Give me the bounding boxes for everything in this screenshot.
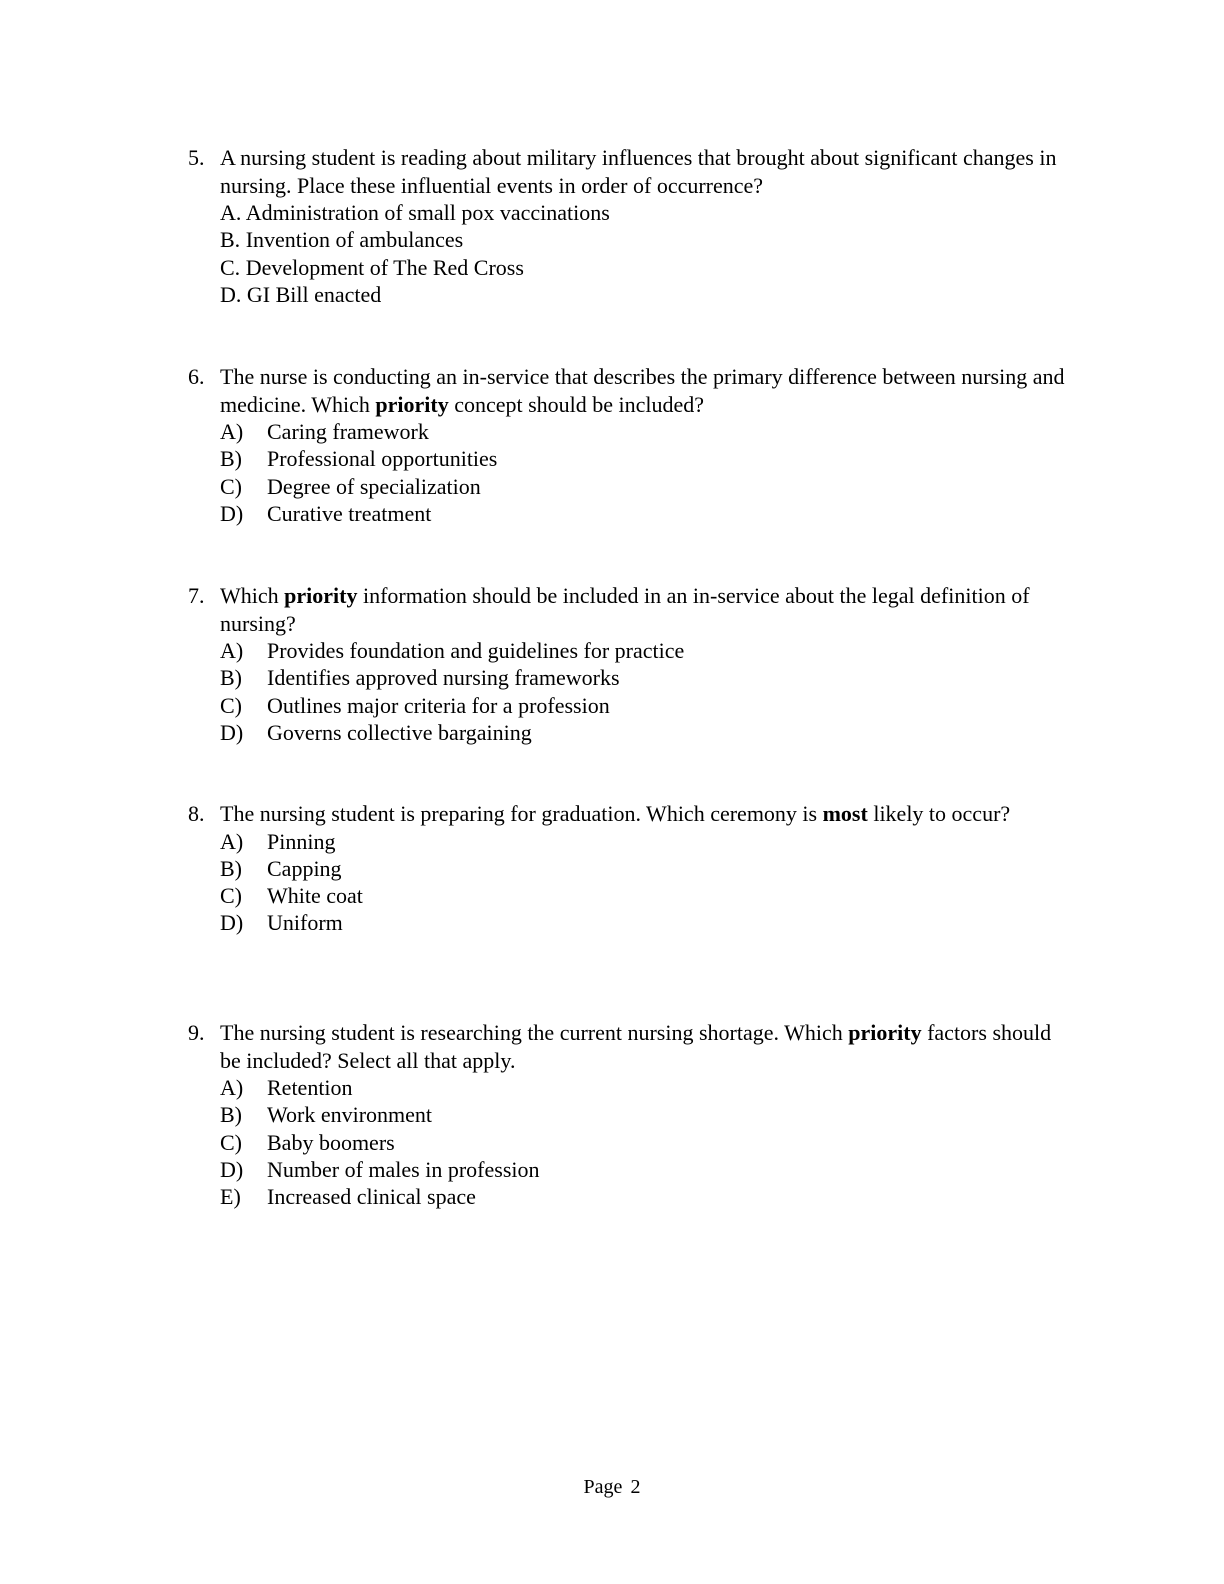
- option-text: Provides foundation and guidelines for practice: [267, 638, 685, 663]
- answer-option: [220, 1129, 1068, 1156]
- question-6: [188, 363, 1068, 527]
- answer-option: [220, 500, 1068, 527]
- question-stem: [220, 1019, 1068, 1074]
- option-letter: B): [220, 855, 242, 881]
- option-letter: C): [220, 1129, 242, 1155]
- option-text: Caring framework: [267, 419, 429, 444]
- question-stem: [220, 582, 1068, 637]
- page-label: Page: [583, 1476, 623, 1498]
- emphasis-word: most: [822, 801, 868, 826]
- question-5: [188, 144, 1068, 308]
- emphasis-word: priority: [284, 583, 358, 608]
- stem-text: Which: [220, 583, 285, 608]
- option-text: Invention of ambulances: [245, 227, 464, 253]
- answer-options: [220, 637, 1068, 746]
- answer-option: [220, 692, 1068, 719]
- stem-text: The nursing student is researching the current nursing shortage. Which: [220, 1020, 849, 1045]
- stem-text: The nursing student is preparing for graduation. Which ceremony is: [220, 801, 823, 826]
- question-7: [188, 582, 1068, 746]
- option-letter: D): [220, 500, 244, 526]
- stem-text: information should be included in an in-service about the legal definition of nursing?: [220, 583, 1030, 636]
- option-text: Administration of small pox vaccinations: [245, 200, 610, 225]
- option-text: Development of The Red Cross: [245, 254, 524, 280]
- option-text: Professional opportunities: [267, 446, 498, 472]
- stem-text: likely to occur?: [867, 801, 1011, 826]
- answer-option: [220, 1183, 1068, 1210]
- option-text: Uniform: [267, 910, 343, 936]
- stem-text: The nurse is conducting an in-service that describes the primary difference between nursing and medicine. Which: [220, 364, 1065, 417]
- stem-text: factors should be included? Select all that apply.: [220, 1020, 1052, 1073]
- answer-option: [220, 882, 1068, 909]
- option-text: Curative treatment: [267, 500, 432, 526]
- answer-option: [220, 664, 1068, 691]
- emphasis-word: priority: [848, 1020, 922, 1045]
- option-text: White coat: [267, 883, 363, 909]
- answer-options: [220, 418, 1068, 527]
- stem-text: concept should be included?: [448, 391, 705, 417]
- answer-option: [220, 855, 1068, 882]
- option-text: GI Bill enacted: [246, 281, 382, 307]
- option-letter: B.: [220, 227, 241, 253]
- option-letter: D): [220, 910, 244, 936]
- answer-option: [220, 445, 1068, 472]
- answer-option: [220, 637, 1068, 664]
- question-number: 6.: [188, 364, 205, 389]
- answer-option: [220, 1101, 1068, 1128]
- option-letter: D): [220, 719, 244, 745]
- answer-option: [220, 199, 1068, 226]
- option-text: Work environment: [267, 1102, 433, 1128]
- option-text: Retention: [267, 1075, 353, 1100]
- option-letter: A): [220, 638, 244, 663]
- answer-option: [220, 719, 1068, 746]
- answer-option: [220, 1074, 1068, 1101]
- option-letter: C): [220, 692, 242, 718]
- option-letter: C.: [220, 254, 241, 280]
- option-letter: D): [220, 1156, 244, 1182]
- option-text: Degree of specialization: [267, 473, 481, 499]
- page-number: 2: [630, 1476, 641, 1498]
- answer-options: [220, 828, 1068, 937]
- question-8: [188, 800, 1068, 937]
- answer-option: [220, 418, 1068, 445]
- option-text: Governs collective bargaining: [267, 719, 532, 745]
- option-text: Number of males in profession: [267, 1156, 540, 1182]
- option-letter: C): [220, 473, 242, 499]
- option-text: Pinning: [267, 828, 336, 854]
- option-letter: C): [220, 883, 242, 909]
- option-letter: B): [220, 1102, 242, 1128]
- answer-option: [220, 254, 1068, 281]
- question-stem: [220, 363, 1068, 418]
- option-text: Capping: [267, 855, 342, 881]
- option-letter: A): [220, 1075, 244, 1100]
- answer-option: [220, 1156, 1068, 1183]
- option-letter: A): [220, 419, 244, 444]
- answer-option: [220, 828, 1068, 855]
- page-footer: [0, 1475, 1224, 1499]
- option-text: Increased clinical space: [267, 1184, 476, 1210]
- question-number: 5.: [188, 145, 205, 170]
- question-number: 9.: [188, 1020, 205, 1045]
- question-stem: [220, 144, 1068, 199]
- answer-option: [220, 909, 1068, 936]
- option-letter: B): [220, 446, 242, 472]
- option-letter: A.: [220, 200, 242, 225]
- answer-option: [220, 226, 1068, 253]
- option-text: Baby boomers: [267, 1129, 395, 1155]
- question-stem: [220, 800, 1068, 828]
- answer-options: [220, 199, 1068, 308]
- option-text: Outlines major criteria for a profession: [267, 692, 610, 718]
- question-number: 7.: [188, 583, 205, 608]
- option-letter: E): [220, 1184, 241, 1210]
- option-letter: A): [220, 828, 244, 854]
- answer-option: [220, 281, 1068, 308]
- answer-options: [220, 1074, 1068, 1210]
- answer-option: [220, 473, 1068, 500]
- option-letter: B): [220, 665, 242, 691]
- question-9: [188, 1019, 1068, 1210]
- question-number: 8.: [188, 801, 205, 826]
- emphasis-word: priority: [375, 391, 449, 417]
- option-letter: D.: [220, 281, 242, 307]
- stem-text: A nursing student is reading about military influences that brought about significant changes in nursing. Place these influential events in order of occurrence?: [220, 145, 1057, 198]
- option-text: Identifies approved nursing frameworks: [267, 665, 620, 691]
